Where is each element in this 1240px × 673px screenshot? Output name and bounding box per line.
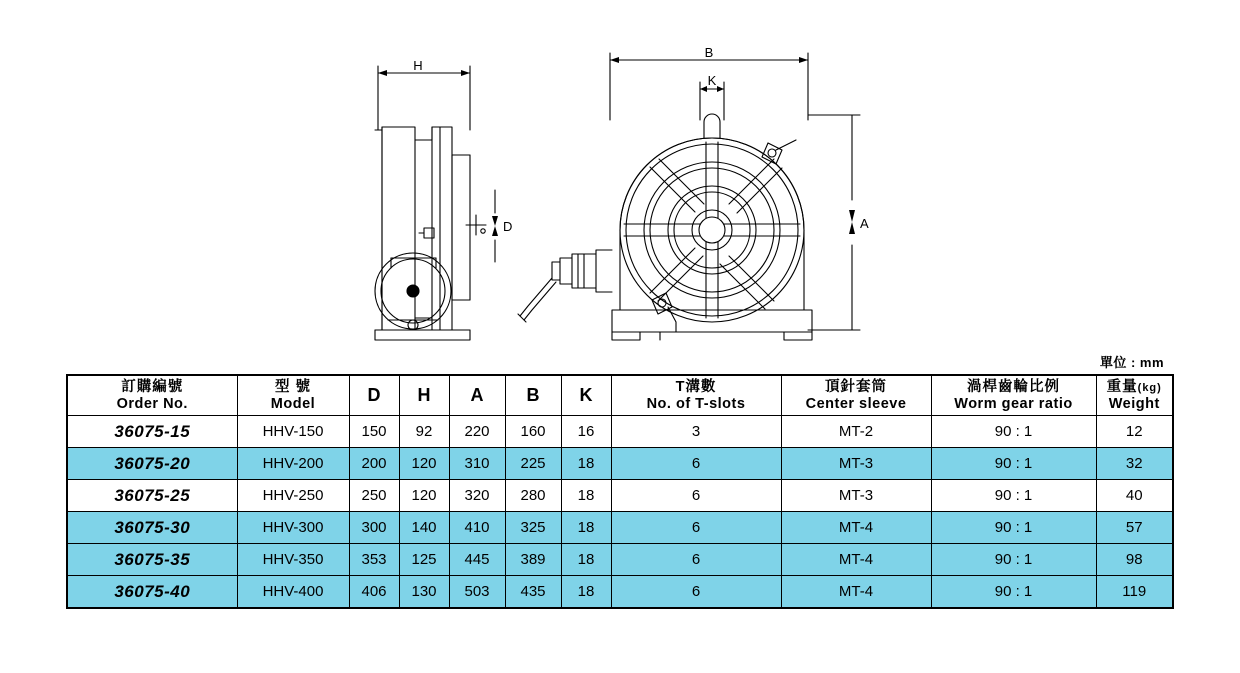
cell-center-sleeve: MT-3 [781, 448, 931, 480]
cell-model: HHV-300 [237, 512, 349, 544]
table-row [67, 544, 1173, 576]
cell-weight: 98 [1096, 544, 1173, 576]
unit-note: 單位 : mm [1099, 355, 1164, 370]
cell-worm-gear-ratio: 90 : 1 [931, 448, 1096, 480]
cell-t-slots: 6 [611, 480, 781, 512]
table-row [67, 416, 1173, 448]
dim-label-h: H [413, 58, 423, 73]
cell-model: HHV-400 [237, 576, 349, 609]
cell-center-sleeve: MT-4 [781, 576, 931, 609]
header-model [237, 375, 349, 416]
header-t-slots-en: No. of T-slots [646, 395, 746, 412]
spec-table [66, 374, 1174, 609]
cell-h: 140 [399, 512, 449, 544]
header-weight-cn: 重量(kg) [1106, 379, 1162, 395]
cell-center-sleeve: MT-4 [781, 544, 931, 576]
table-row [67, 512, 1173, 544]
header-a [449, 375, 505, 416]
cell-a: 445 [449, 544, 505, 576]
cell-a: 410 [449, 512, 505, 544]
header-center-sleeve [781, 375, 931, 416]
cell-d: 406 [349, 576, 399, 609]
cell-d: 300 [349, 512, 399, 544]
cell-b: 389 [505, 544, 561, 576]
cell-worm-gear-ratio: 90 : 1 [931, 576, 1096, 609]
cell-b: 325 [505, 512, 561, 544]
header-worm-gear-ratio [931, 375, 1096, 416]
header-h [399, 375, 449, 416]
header-a-label: A [470, 385, 484, 406]
spec-table-container [66, 374, 1172, 609]
cell-worm-gear-ratio: 90 : 1 [931, 480, 1096, 512]
cell-h: 120 [399, 480, 449, 512]
header-weight-en: Weight [1108, 395, 1160, 412]
cell-d: 353 [349, 544, 399, 576]
cell-model: HHV-250 [237, 480, 349, 512]
cell-a: 503 [449, 576, 505, 609]
cell-b: 160 [505, 416, 561, 448]
cell-center-sleeve: MT-2 [781, 416, 931, 448]
cell-model: HHV-150 [237, 416, 349, 448]
cell-k: 18 [561, 448, 611, 480]
header-b-label: B [526, 385, 540, 406]
cell-t-slots: 3 [611, 416, 781, 448]
cell-order-no: 36075-30 [67, 512, 237, 544]
cell-t-slots: 6 [611, 512, 781, 544]
cell-model: HHV-200 [237, 448, 349, 480]
header-k-label: K [579, 385, 593, 406]
cell-weight: 57 [1096, 512, 1173, 544]
table-row [67, 480, 1173, 512]
cell-h: 130 [399, 576, 449, 609]
header-d-label: D [367, 385, 381, 406]
cell-h: 125 [399, 544, 449, 576]
table-header-row [67, 375, 1173, 416]
cell-order-no: 36075-15 [67, 416, 237, 448]
cell-weight: 119 [1096, 576, 1173, 609]
cell-worm-gear-ratio: 90 : 1 [931, 416, 1096, 448]
cell-order-no: 36075-20 [67, 448, 237, 480]
cell-d: 150 [349, 416, 399, 448]
header-worm-gear-ratio-en: Worm gear ratio [954, 395, 1073, 412]
cell-model: HHV-350 [237, 544, 349, 576]
header-h-label: H [417, 385, 431, 406]
cell-order-no: 36075-35 [67, 544, 237, 576]
cell-t-slots: 6 [611, 544, 781, 576]
header-t-slots-cn: T溝數 [675, 379, 717, 395]
cell-a: 320 [449, 480, 505, 512]
header-order-no-cn: 訂購編號 [121, 379, 184, 395]
cell-t-slots: 6 [611, 448, 781, 480]
table-row [67, 576, 1173, 609]
cell-k: 18 [561, 480, 611, 512]
cell-weight: 32 [1096, 448, 1173, 480]
cell-weight: 12 [1096, 416, 1173, 448]
cell-worm-gear-ratio: 90 : 1 [931, 512, 1096, 544]
dim-label-d: D [503, 219, 513, 234]
cell-weight: 40 [1096, 480, 1173, 512]
cell-d: 200 [349, 448, 399, 480]
cell-worm-gear-ratio: 90 : 1 [931, 544, 1096, 576]
cell-b: 280 [505, 480, 561, 512]
cell-h: 120 [399, 448, 449, 480]
header-order-no-en: Order No. [116, 395, 188, 412]
header-center-sleeve-en: Center sleeve [805, 395, 907, 412]
cell-order-no: 36075-25 [67, 480, 237, 512]
header-center-sleeve-cn: 頂針套筒 [825, 379, 887, 395]
cell-center-sleeve: MT-4 [781, 512, 931, 544]
cell-b: 435 [505, 576, 561, 609]
header-d [349, 375, 399, 416]
header-b [505, 375, 561, 416]
cell-h: 92 [399, 416, 449, 448]
cell-center-sleeve: MT-3 [781, 480, 931, 512]
table-row [67, 448, 1173, 480]
dim-label-b: B [704, 45, 714, 60]
cell-k: 18 [561, 576, 611, 609]
header-model-en: Model [270, 395, 316, 412]
header-order-no [67, 375, 237, 416]
cell-d: 250 [349, 480, 399, 512]
cell-k: 18 [561, 512, 611, 544]
dim-label-a: A [860, 216, 869, 231]
cell-a: 310 [449, 448, 505, 480]
cell-b: 225 [505, 448, 561, 480]
dim-label-k: K [707, 73, 717, 88]
cell-t-slots: 6 [611, 576, 781, 609]
header-worm-gear-ratio-cn: 渦桿齒輪比例 [967, 379, 1060, 395]
header-model-cn: 型 號 [274, 379, 312, 395]
cell-a: 220 [449, 416, 505, 448]
header-k [561, 375, 611, 416]
cell-k: 16 [561, 416, 611, 448]
header-t-slots [611, 375, 781, 416]
cell-order-no: 36075-40 [67, 576, 237, 609]
cell-k: 18 [561, 544, 611, 576]
header-weight [1096, 375, 1173, 416]
